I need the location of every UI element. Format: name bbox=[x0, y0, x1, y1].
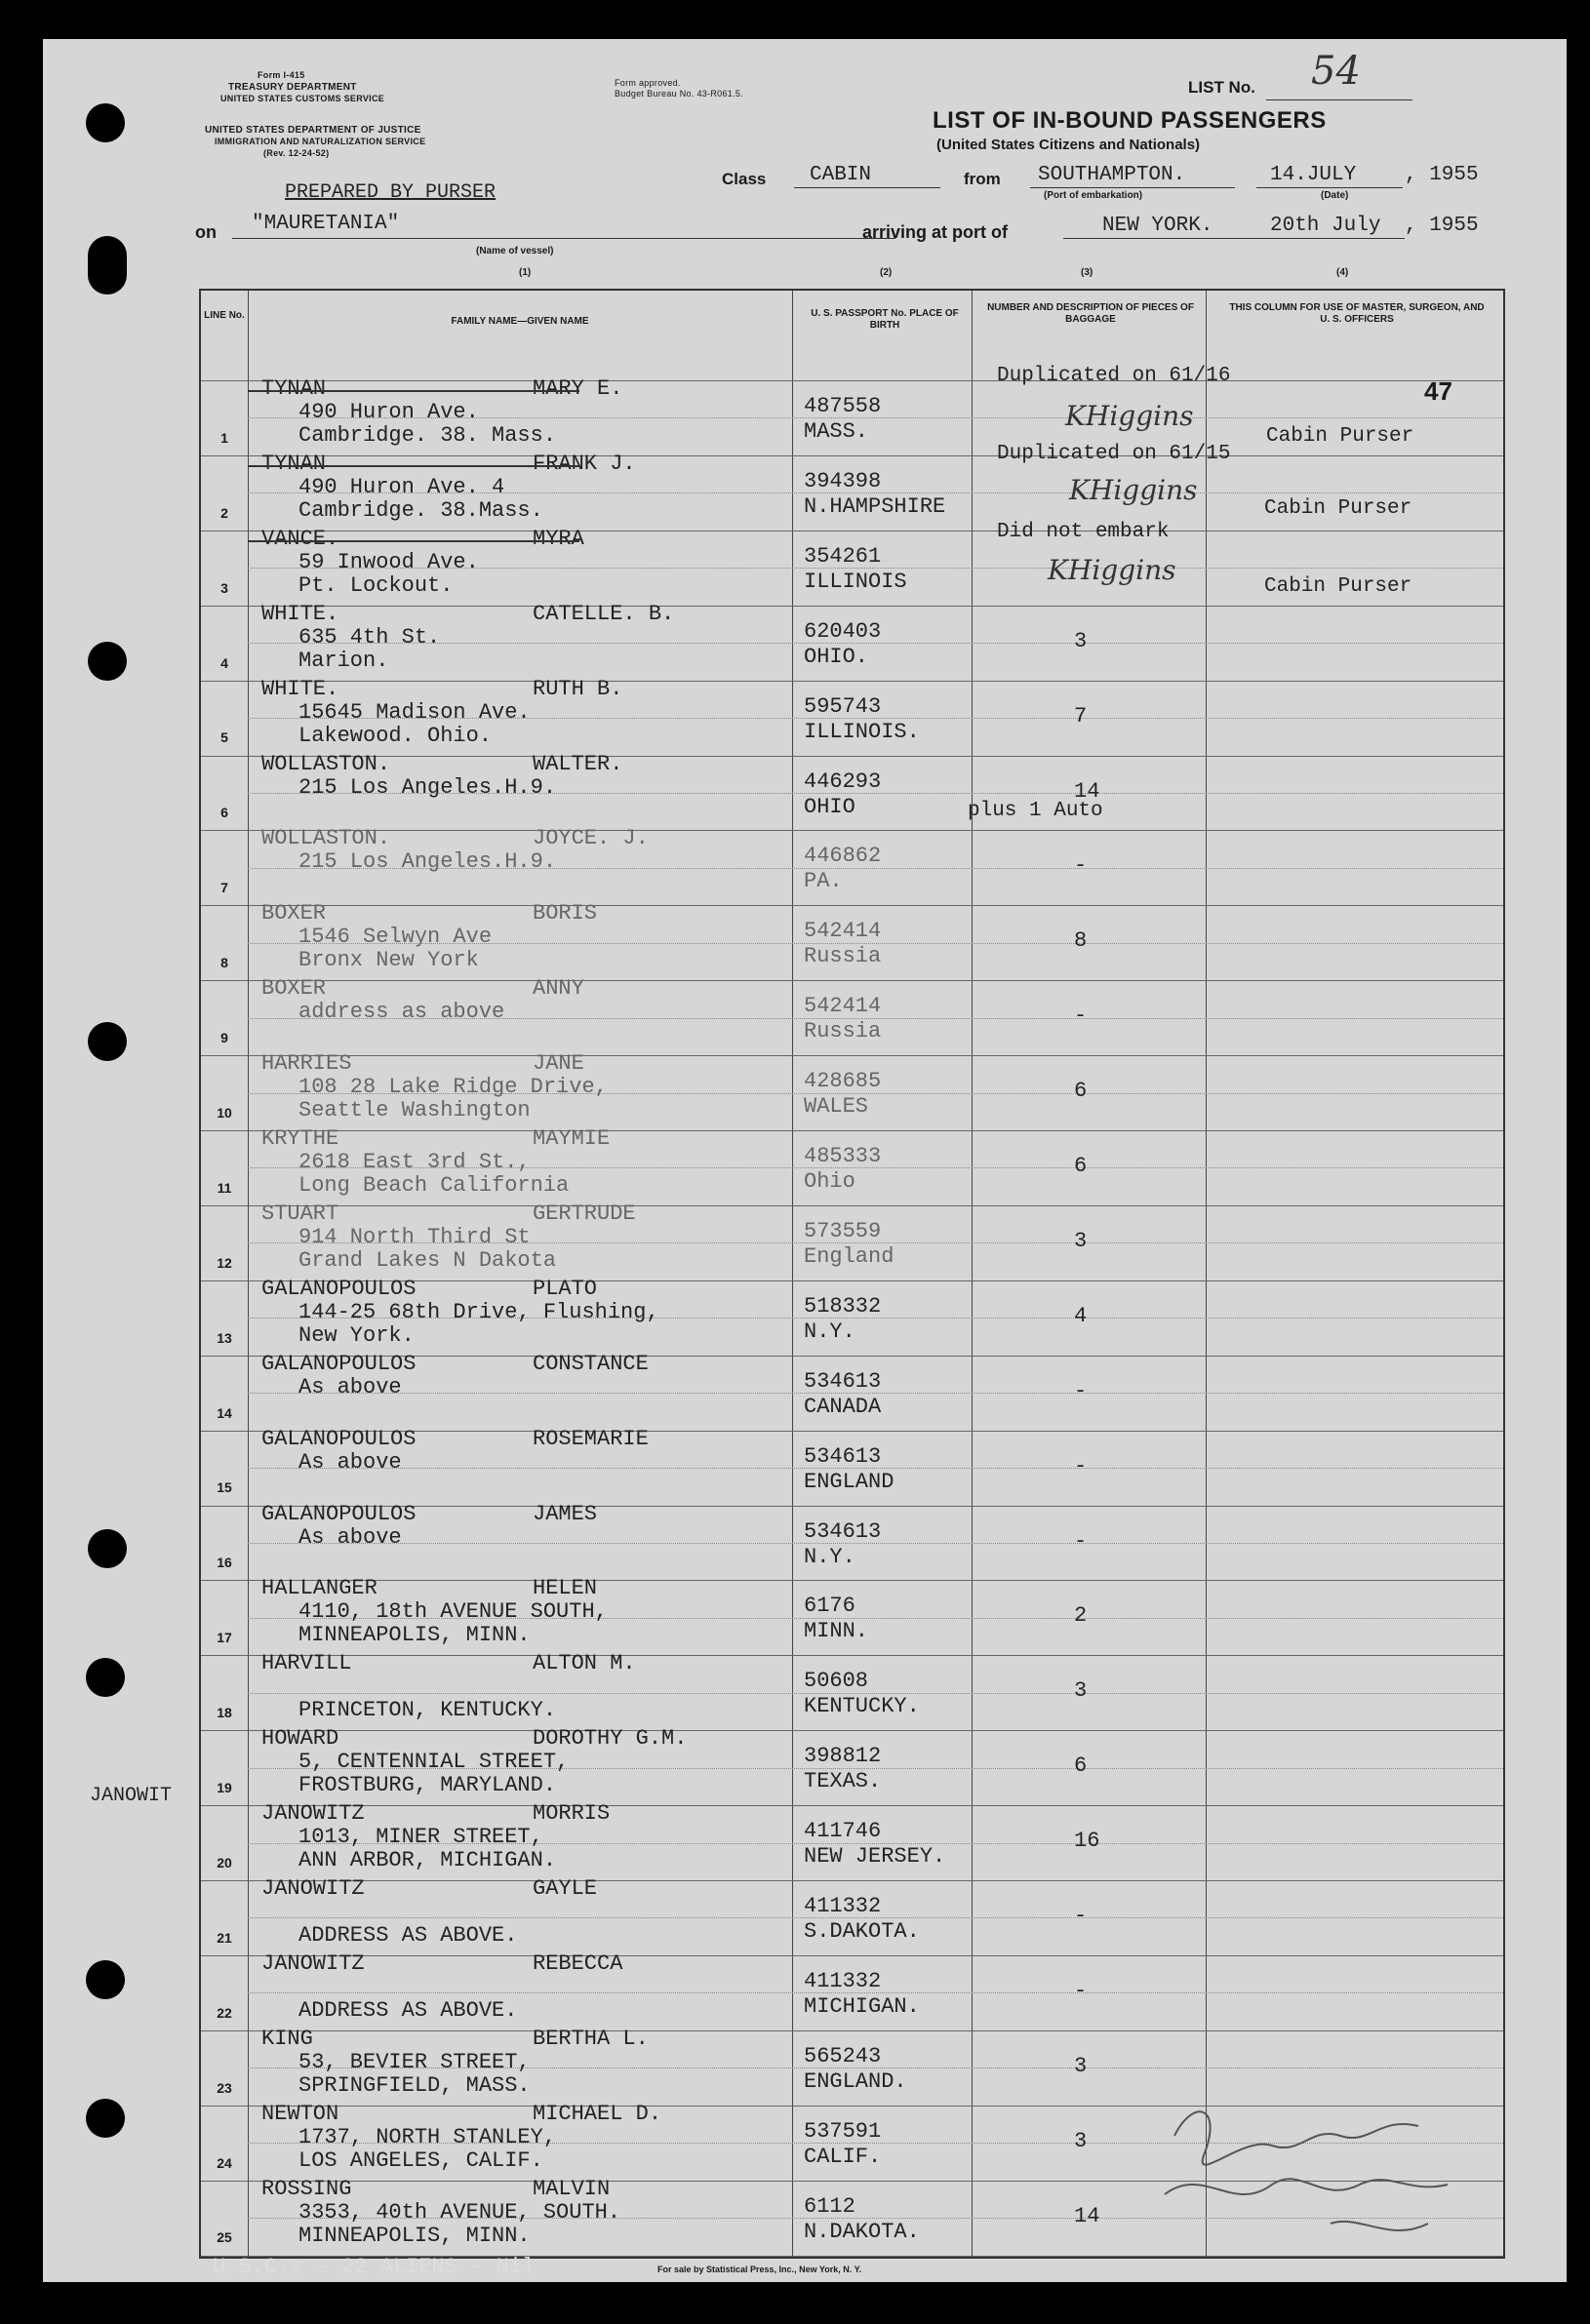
given-name: RUTH B. bbox=[533, 676, 623, 701]
given-name: MAYMIE bbox=[533, 1126, 611, 1151]
place-of-birth: NEW JERSEY. bbox=[804, 1844, 946, 1870]
address-line-2: MINNEAPOLIS, MINN. bbox=[298, 2223, 531, 2248]
caption-3: (3) bbox=[1081, 267, 1093, 278]
line-number: 24 bbox=[217, 2154, 232, 2171]
col-officers: THIS COLUMN FOR USE OF MASTER, SURGEON, AND U. S. OFFICERS bbox=[1229, 302, 1485, 325]
place-of-birth: PA. bbox=[804, 869, 843, 894]
family-name: WHITE. bbox=[261, 676, 339, 701]
place-of-birth: ILLINOIS bbox=[804, 569, 907, 594]
address-line-2: ANN ARBOR, MICHIGAN. bbox=[298, 1848, 557, 1873]
table-row bbox=[201, 976, 1503, 1055]
binder-hole bbox=[88, 1022, 127, 1061]
line-number: 6 bbox=[220, 805, 228, 821]
binder-hole bbox=[86, 103, 125, 142]
address-line-1: As above bbox=[298, 1374, 402, 1399]
address-line-1: 53, BEVIER STREET, bbox=[298, 2049, 531, 2074]
passport-number: 573559 bbox=[804, 1218, 882, 1243]
address-line-1: 490 Huron Ave. 4 bbox=[298, 474, 505, 499]
line-number: 13 bbox=[217, 1329, 232, 1346]
family-name: KRYTHE bbox=[261, 1126, 339, 1151]
baggage-count: - bbox=[1074, 1978, 1088, 2003]
given-name: JANE bbox=[533, 1051, 584, 1077]
purser-role-2: Cabin Purser bbox=[1264, 497, 1412, 520]
table-row bbox=[201, 1051, 1503, 1130]
address-line-2: SPRINGFIELD, MASS. bbox=[298, 2072, 531, 2098]
given-name: HELEN bbox=[533, 1576, 598, 1601]
address-line-1: As above bbox=[298, 1449, 402, 1475]
family-name: WHITE. bbox=[261, 601, 339, 626]
baggage-count: 6 bbox=[1074, 1154, 1088, 1178]
family-name: GALANOPOULOS bbox=[261, 1276, 417, 1301]
given-name: GERTRUDE bbox=[533, 1201, 636, 1226]
line-number: 20 bbox=[217, 1854, 232, 1871]
passport-number: 411332 bbox=[804, 1968, 882, 1993]
line-number: 14 bbox=[217, 1404, 232, 1421]
address-line-2: Long Beach California bbox=[298, 1173, 570, 1198]
family-name: JANOWITZ bbox=[261, 1950, 365, 1976]
revision: (Rev. 12-24-52) bbox=[263, 148, 330, 158]
given-name: PLATO bbox=[533, 1276, 598, 1301]
date-caption: (Date) bbox=[1321, 190, 1349, 201]
table-row bbox=[201, 901, 1503, 980]
table-row bbox=[201, 826, 1503, 905]
line-number: 5 bbox=[220, 729, 228, 746]
baggage-count: - bbox=[1074, 1378, 1088, 1403]
on-label: on bbox=[195, 222, 217, 242]
margin-note: JANOWIT bbox=[90, 1785, 173, 1807]
family-name: ROSSING bbox=[261, 2176, 352, 2201]
address-line-2: PRINCETON, KENTUCKY. bbox=[298, 1698, 557, 1723]
table-row bbox=[201, 1576, 1503, 1655]
from-label: from bbox=[964, 170, 1001, 188]
baggage-count: 3 bbox=[1074, 628, 1088, 653]
address-line-1: 635 4th St. bbox=[298, 624, 441, 650]
address-line-1: 1546 Selwyn Ave bbox=[298, 925, 493, 950]
address-line-1: 5, CENTENNIAL STREET, bbox=[298, 1750, 570, 1775]
line-number: 2 bbox=[220, 504, 228, 521]
baggage-count: 3 bbox=[1074, 1678, 1088, 1704]
baggage-count: - bbox=[1074, 1004, 1088, 1029]
plus-auto-note: plus 1 Auto bbox=[968, 800, 1103, 822]
budget-bureau: Budget Bureau No. 43-R061.5. bbox=[615, 89, 743, 98]
departure-year: , 1955 bbox=[1405, 164, 1479, 186]
class-value: CABIN bbox=[810, 164, 872, 186]
table-row bbox=[201, 1126, 1503, 1205]
line-number: 1 bbox=[220, 429, 228, 446]
baggage-count: - bbox=[1074, 1453, 1088, 1478]
place-of-birth: MICHIGAN. bbox=[804, 1993, 920, 2019]
address-line-1: 4110, 18th AVENUE SOUTH, bbox=[298, 1599, 608, 1625]
address-line-1: 3353, 40th AVENUE, SOUTH. bbox=[298, 2199, 621, 2225]
address-line-1: 2618 East 3rd St., bbox=[298, 1150, 531, 1174]
printer-credit: For sale by Statistical Press, Inc., New York, N. Y. bbox=[657, 2265, 862, 2274]
baggage-count: 6 bbox=[1074, 1753, 1088, 1779]
address-line-1: 1013, MINER STREET, bbox=[298, 1825, 543, 1850]
address-line-2: Cambridge. 38.Mass. bbox=[298, 497, 543, 523]
address-line-2: Seattle Washington bbox=[298, 1098, 531, 1123]
justice-dept: UNITED STATES DEPARTMENT OF JUSTICE bbox=[205, 125, 421, 136]
arrival-year: , 1955 bbox=[1405, 215, 1479, 237]
passport-number: 534613 bbox=[804, 1518, 882, 1544]
class-label: Class bbox=[722, 170, 767, 188]
page-subtitle: (United States Citizens and Nationals) bbox=[936, 137, 1201, 153]
binder-hole bbox=[88, 1529, 127, 1568]
purser-signature-1: KHiggins bbox=[1065, 400, 1194, 432]
table-row bbox=[201, 1726, 1503, 1805]
address-line-2: Cambridge. 38. Mass. bbox=[298, 423, 557, 448]
caption-1: (1) bbox=[519, 267, 532, 278]
binder-hole bbox=[88, 642, 127, 681]
passport-number: 354261 bbox=[804, 543, 882, 569]
family-name: BOXER bbox=[261, 976, 327, 1002]
address-line-2: Lakewood. Ohio. bbox=[298, 723, 493, 748]
manifest-page bbox=[43, 39, 1567, 2282]
passport-number: 534613 bbox=[804, 1443, 882, 1469]
address-line-2: FROSTBURG, MARYLAND. bbox=[298, 1773, 557, 1798]
family-name: WOLLASTON. bbox=[261, 751, 391, 776]
place-of-birth: ILLINOIS. bbox=[804, 719, 920, 744]
family-name: TYNAN bbox=[261, 451, 327, 476]
given-name: ALTON M. bbox=[533, 1651, 636, 1676]
table-row bbox=[201, 1501, 1503, 1581]
place-of-birth: CALIF. bbox=[804, 2144, 882, 2169]
passport-number: 595743 bbox=[804, 693, 882, 719]
passport-number: 537591 bbox=[804, 2118, 882, 2144]
baggage-count: 3 bbox=[1074, 2053, 1088, 2078]
table-row bbox=[201, 601, 1503, 681]
officer-signature bbox=[1135, 2077, 1467, 2272]
citizens-summary: U.S.C.s - 22 ALIENS - Nil bbox=[213, 2255, 536, 2279]
passport-number: 398812 bbox=[804, 1744, 882, 1769]
address-line-1: As above bbox=[298, 1524, 402, 1550]
line-number: 12 bbox=[217, 1254, 232, 1271]
place-of-birth: ENGLAND bbox=[804, 1469, 894, 1494]
line-number: 7 bbox=[220, 880, 228, 896]
address-line-2: Bronx New York bbox=[298, 948, 479, 973]
from-value: SOUTHAMPTON. bbox=[1038, 164, 1186, 186]
given-name: GAYLE bbox=[533, 1876, 598, 1901]
ins-service: IMMIGRATION AND NATURALIZATION SERVICE bbox=[215, 137, 426, 146]
line-number: 15 bbox=[217, 1479, 232, 1496]
line-number: 21 bbox=[217, 1929, 232, 1946]
address-line-1: 490 Huron Ave. bbox=[298, 400, 479, 424]
vessel-name: "MAURETANIA" bbox=[252, 213, 400, 235]
family-name: HALLANGER bbox=[261, 1576, 378, 1601]
family-name: GALANOPOULOS bbox=[261, 1426, 417, 1451]
col-line-no: LINE No. bbox=[204, 310, 245, 321]
address-line-1: address as above bbox=[298, 1000, 505, 1025]
passport-number: 411746 bbox=[804, 1819, 882, 1844]
duplicated-note-2: Duplicated on 61/15 bbox=[997, 443, 1231, 465]
passport-number: 446293 bbox=[804, 768, 882, 794]
address-line-2: Pt. Lockout. bbox=[298, 572, 454, 598]
baggage-count: 3 bbox=[1074, 1228, 1088, 1253]
address-line-1: 914 North Third St bbox=[298, 1224, 531, 1249]
family-name: GALANOPOULOS bbox=[261, 1501, 417, 1526]
address-line-2: New York. bbox=[298, 1322, 415, 1348]
place-of-birth: MINN. bbox=[804, 1619, 869, 1644]
given-name: MALVIN bbox=[533, 2176, 611, 2201]
address-line-2: ADDRESS AS ABOVE. bbox=[298, 1923, 518, 1948]
given-name: JOYCE. J. bbox=[533, 826, 649, 851]
form-approved: Form approved. bbox=[615, 78, 681, 88]
table-row bbox=[201, 1201, 1503, 1280]
family-name: KING bbox=[261, 2026, 313, 2051]
passport-number: 485333 bbox=[804, 1144, 882, 1168]
place-of-birth: N.DAKOTA. bbox=[804, 2219, 920, 2244]
passport-number: 428685 bbox=[804, 1069, 882, 1094]
given-name: MORRIS bbox=[533, 1801, 611, 1827]
address-line-1: 215 Los Angeles.H.9. bbox=[298, 774, 557, 800]
family-name: BOXER bbox=[261, 901, 327, 926]
place-of-birth: MASS. bbox=[804, 419, 869, 444]
baggage-count: 7 bbox=[1074, 703, 1088, 729]
line-number: 19 bbox=[217, 1780, 232, 1796]
purser-signature-2: KHiggins bbox=[1069, 474, 1198, 506]
place-of-birth: WALES bbox=[804, 1094, 869, 1120]
passport-number: 411332 bbox=[804, 1894, 882, 1918]
family-name: JANOWITZ bbox=[261, 1876, 365, 1901]
line-number: 10 bbox=[217, 1104, 232, 1121]
given-name: MARY E. bbox=[533, 376, 623, 401]
family-name: NEWTON bbox=[261, 2101, 339, 2126]
purser-role-3: Cabin Purser bbox=[1264, 575, 1412, 598]
place-of-birth: ENGLAND. bbox=[804, 2068, 907, 2094]
given-name: WALTER. bbox=[533, 751, 623, 776]
passport-number: 6112 bbox=[804, 2193, 855, 2219]
place-of-birth: OHIO bbox=[804, 794, 855, 819]
line-number: 3 bbox=[220, 579, 228, 596]
place-of-birth: Russia bbox=[804, 944, 882, 969]
vessel-caption: (Name of vessel) bbox=[476, 246, 554, 256]
address-line-1: 144-25 68th Drive, Flushing, bbox=[298, 1299, 659, 1324]
place-of-birth: N.HAMPSHIRE bbox=[804, 493, 946, 519]
place-of-birth: S.DAKOTA. bbox=[804, 1919, 920, 1944]
line-number: 18 bbox=[217, 1705, 232, 1721]
table-row bbox=[201, 1950, 1503, 2030]
address-line-2: MINNEAPOLIS, MINN. bbox=[298, 1623, 531, 1648]
binder-hole bbox=[88, 236, 127, 295]
place-of-birth: OHIO. bbox=[804, 644, 869, 669]
place-of-birth: CANADA bbox=[804, 1394, 882, 1419]
passport-number: 518332 bbox=[804, 1293, 882, 1319]
baggage-count: 14 bbox=[1074, 778, 1100, 804]
table-row bbox=[201, 751, 1503, 831]
total-count: 47 bbox=[1424, 376, 1452, 406]
given-name: REBECCA bbox=[533, 1950, 623, 1976]
table-row bbox=[201, 1351, 1503, 1431]
given-name: BERTHA L. bbox=[533, 2026, 649, 2051]
passport-number: 542414 bbox=[804, 994, 882, 1019]
passport-number: 534613 bbox=[804, 1368, 882, 1394]
address-line-1: 215 Los Angeles.H.9. bbox=[298, 849, 557, 875]
given-name: ANNY bbox=[533, 976, 584, 1002]
place-of-birth: KENTUCKY. bbox=[804, 1694, 920, 1719]
passport-number: 446862 bbox=[804, 844, 882, 869]
family-name: JANOWITZ bbox=[261, 1801, 365, 1827]
duplicated-note-1: Duplicated on 61/16 bbox=[997, 365, 1231, 387]
given-name: DOROTHY G.M. bbox=[533, 1726, 688, 1752]
table-row bbox=[201, 1651, 1503, 1730]
customs-service: UNITED STATES CUSTOMS SERVICE bbox=[220, 94, 385, 103]
binder-hole bbox=[86, 2099, 125, 2138]
table-row bbox=[201, 1876, 1503, 1955]
given-name: CATELLE. B. bbox=[533, 601, 675, 626]
list-no-label: LIST No. bbox=[1188, 78, 1255, 97]
passport-number: 50608 bbox=[804, 1669, 869, 1694]
given-name: CONSTANCE bbox=[533, 1351, 649, 1376]
baggage-count: 2 bbox=[1074, 1603, 1088, 1629]
family-name: STUART bbox=[261, 1201, 339, 1226]
line-number: 8 bbox=[220, 955, 228, 971]
line-number: 25 bbox=[217, 2229, 232, 2246]
purser-signature-3: KHiggins bbox=[1048, 554, 1176, 586]
place-of-birth: N.Y. bbox=[804, 1319, 855, 1344]
page-title: LIST OF IN-BOUND PASSENGERS bbox=[933, 107, 1327, 134]
family-name: HARVILL bbox=[261, 1651, 352, 1676]
line-number: 9 bbox=[220, 1030, 228, 1046]
family-name: HARRIES bbox=[261, 1051, 352, 1077]
arriving-label: arriving at port of bbox=[862, 222, 1009, 242]
arrival-port: NEW YORK. bbox=[1102, 215, 1213, 237]
prepared-by: PREPARED BY PURSER bbox=[285, 181, 497, 204]
table-row bbox=[201, 1276, 1503, 1356]
given-name: MYRA bbox=[533, 526, 584, 551]
address-line-2: Marion. bbox=[298, 648, 389, 673]
baggage-count: 3 bbox=[1074, 2128, 1088, 2153]
col-name: FAMILY NAME—GIVEN NAME bbox=[451, 316, 589, 327]
place-of-birth: N.Y. bbox=[804, 1544, 855, 1569]
place-of-birth: Russia bbox=[804, 1019, 882, 1044]
passport-number: 620403 bbox=[804, 618, 882, 644]
binder-hole bbox=[86, 1960, 125, 1999]
passport-number: 487558 bbox=[804, 394, 882, 418]
address-line-1: 1737, NORTH STANLEY, bbox=[298, 2124, 557, 2149]
family-name: WOLLASTON. bbox=[261, 826, 391, 851]
passport-number: 542414 bbox=[804, 919, 882, 944]
line-number: 17 bbox=[217, 1630, 232, 1646]
did-not-embark-note: Did not embark bbox=[997, 521, 1170, 543]
place-of-birth: England bbox=[804, 1243, 894, 1269]
baggage-count: 14 bbox=[1074, 2203, 1100, 2228]
from-caption: (Port of embarkation) bbox=[1044, 190, 1143, 201]
passport-number: 6176 bbox=[804, 1594, 855, 1619]
given-name: MICHAEL D. bbox=[533, 2101, 662, 2126]
passport-number: 394398 bbox=[804, 468, 882, 493]
family-name: GALANOPOULOS bbox=[261, 1351, 417, 1376]
list-number: 54 bbox=[1311, 49, 1361, 94]
binder-hole bbox=[86, 1658, 125, 1697]
place-of-birth: TEXAS. bbox=[804, 1769, 882, 1794]
baggage-count: 8 bbox=[1074, 928, 1088, 954]
purser-role-1: Cabin Purser bbox=[1266, 425, 1414, 448]
family-name: VANCE. bbox=[261, 526, 339, 551]
line-number: 4 bbox=[220, 654, 228, 671]
address-line-1: 108 28 Lake Ridge Drive, bbox=[298, 1075, 608, 1100]
line-number: 22 bbox=[217, 2004, 232, 2021]
baggage-count: 6 bbox=[1074, 1079, 1088, 1104]
address-line-2: Grand Lakes N Dakota bbox=[298, 1247, 557, 1273]
baggage-count: 16 bbox=[1074, 1829, 1100, 1854]
given-name: BORIS bbox=[533, 901, 598, 926]
baggage-count: - bbox=[1074, 1528, 1088, 1554]
table-row bbox=[201, 1426, 1503, 1506]
table-row bbox=[201, 1801, 1503, 1880]
line-number: 16 bbox=[217, 1555, 232, 1571]
family-name: TYNAN bbox=[261, 376, 327, 401]
treasury-dept: TREASURY DEPARTMENT bbox=[228, 82, 357, 93]
table-row bbox=[201, 676, 1503, 756]
baggage-count: - bbox=[1074, 1904, 1088, 1928]
line-number: 11 bbox=[217, 1179, 232, 1196]
baggage-count: 4 bbox=[1074, 1303, 1088, 1328]
given-name: ROSEMARIE bbox=[533, 1426, 649, 1451]
col-passport: U. S. PASSPORT No. PLACE OF BIRTH bbox=[811, 308, 959, 331]
col-baggage: NUMBER AND DESCRIPTION OF PIECES OF BAGGAGE bbox=[987, 302, 1194, 325]
address-line-2: ADDRESS AS ABOVE. bbox=[298, 1997, 518, 2023]
passport-number: 565243 bbox=[804, 2043, 882, 2068]
departure-date: 14.JULY bbox=[1270, 164, 1357, 186]
caption-2: (2) bbox=[880, 267, 893, 278]
line-number: 23 bbox=[217, 2079, 232, 2096]
given-name: JAMES bbox=[533, 1501, 598, 1526]
given-name: FRANK J. bbox=[533, 451, 636, 476]
form-number: Form I-415 bbox=[258, 70, 305, 80]
address-line-2: LOS ANGELES, CALIF. bbox=[298, 2147, 543, 2173]
arrival-date: 20th July bbox=[1270, 215, 1381, 237]
place-of-birth: Ohio bbox=[804, 1169, 855, 1194]
caption-4: (4) bbox=[1336, 267, 1349, 278]
address-line-1: 15645 Madison Ave. bbox=[298, 699, 531, 725]
family-name: HOWARD bbox=[261, 1726, 339, 1752]
address-line-1: 59 Inwood Ave. bbox=[298, 549, 479, 574]
baggage-count: - bbox=[1074, 853, 1088, 879]
